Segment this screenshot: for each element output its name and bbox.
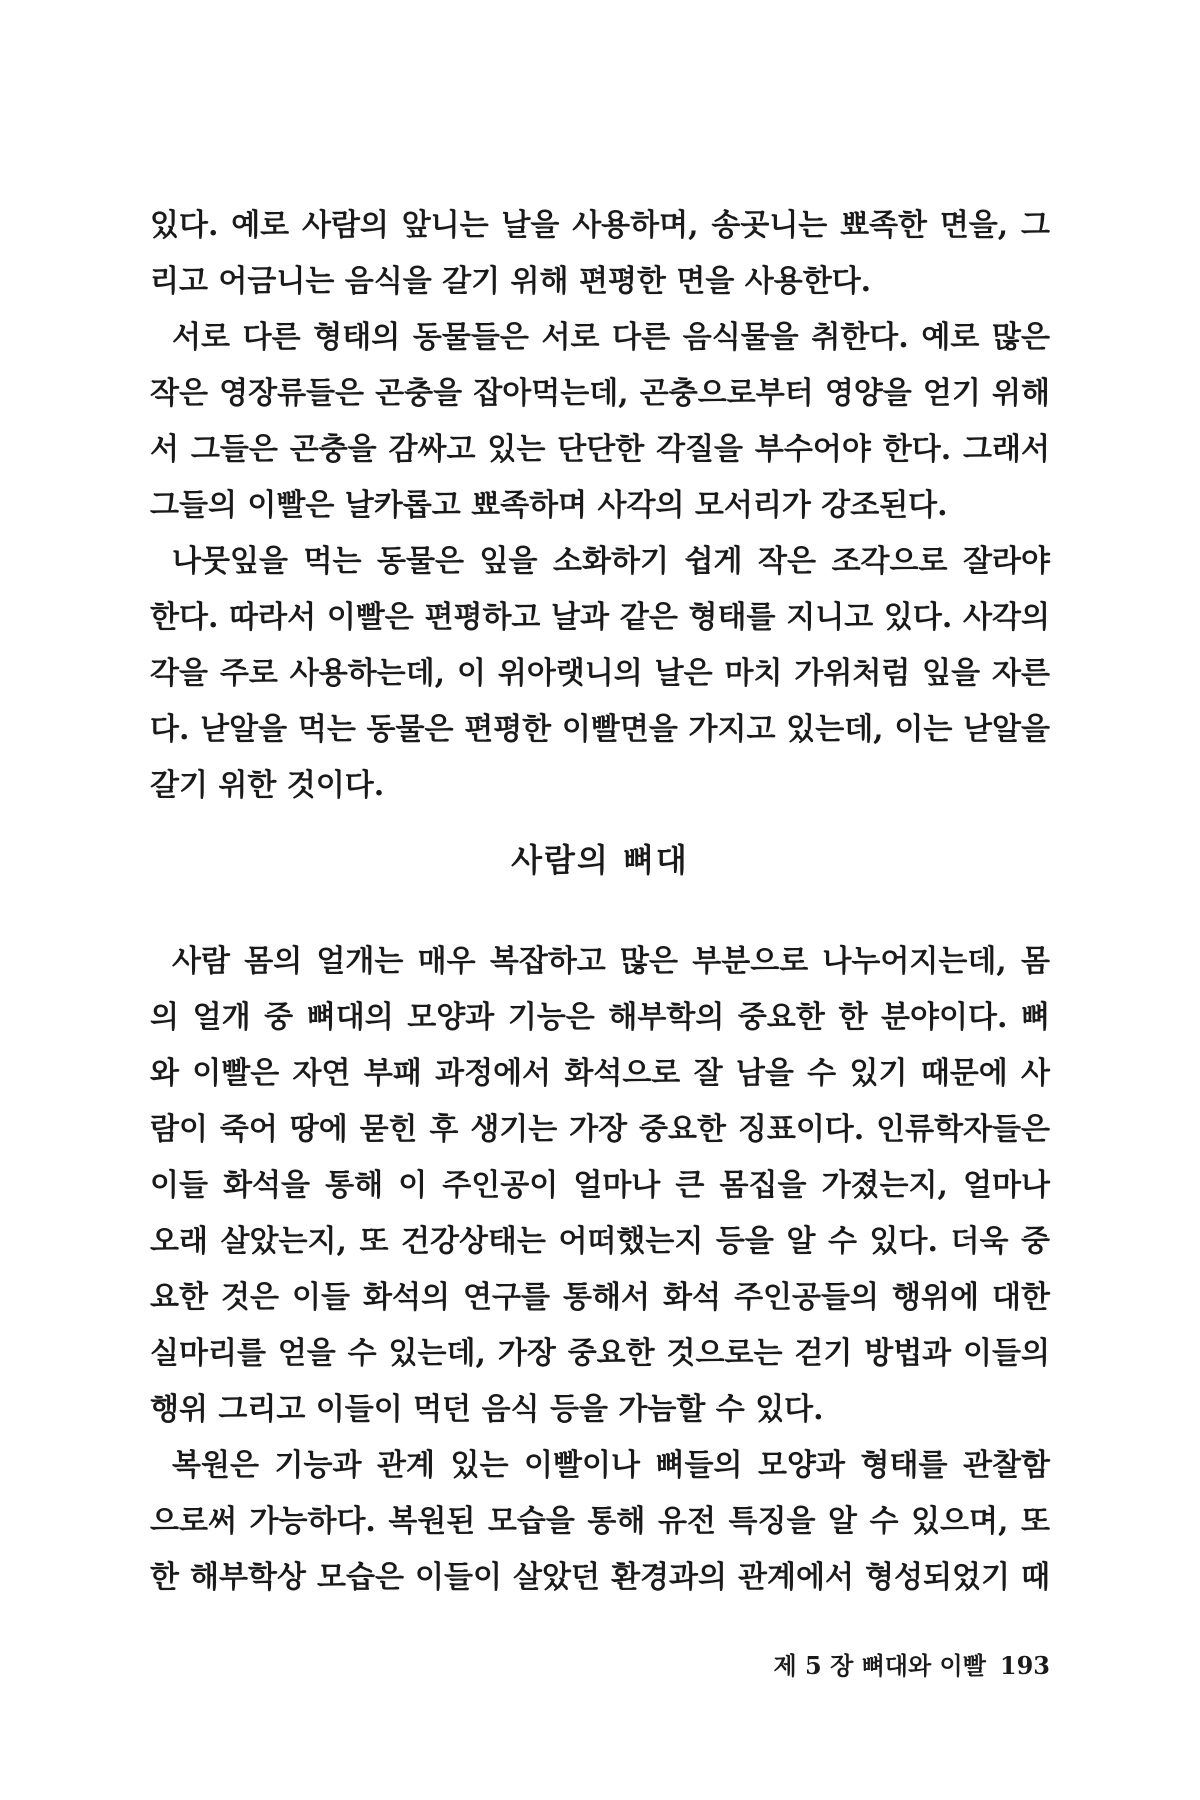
text-line: 한다. 따라서 이빨은 편평하고 날과 같은 형태를 지니고 있다. 사각의 [150,600,1050,635]
text-line: 행위 그리고 이들이 먹던 음식 등을 가늠할 수 있다. [150,1392,824,1427]
text-line: 있다. 예로 사람의 앞니는 날을 사용하며, 송곳니는 뾰족한 면을, 그 [150,208,1050,243]
text-line: 실마리를 얻을 수 있는데, 가장 중요한 것으로는 걷기 방법과 이들의 [150,1336,1050,1371]
text-line: 이들 화석을 통해 이 주인공이 얼마나 큰 몸집을 가졌는지, 얼마나 [150,1168,1050,1203]
text-line: 오래 살았는지, 또 건강상태는 어떠했는지 등을 알 수 있다. 더욱 중 [150,1224,1050,1259]
text-line: 나뭇잎을 먹는 동물은 잎을 소화하기 쉽게 작은 조각으로 잘라야 [172,544,1050,579]
chapter-title: 제 5 장 뼈대와 이빨 [773,1651,986,1680]
text-line: 와 이빨은 자연 부패 과정에서 화석으로 잘 남을 수 있기 때문에 사 [150,1056,1050,1091]
text-line: 요한 것은 이들 화석의 연구를 통해서 화석 주인공들의 행위에 대한 [150,1280,1050,1315]
paragraph-block-skeleton [150,934,1050,1606]
text-line: 사람 몸의 얼개는 매우 복잡하고 많은 부분으로 나누어지는데, 몸 [172,944,1050,979]
text-line: 의 얼개 중 뼈대의 모양과 기능은 해부학의 중요한 한 분야이다. 뼈 [150,1000,1050,1035]
text-line: 으로써 가능하다. 복원된 모습을 통해 유전 특징을 알 수 있으며, 또 [150,1504,1050,1539]
text-line: 람이 죽어 땅에 묻힌 후 생기는 가장 중요한 징표이다. 인류학자들은 [150,1112,1050,1147]
text-line: 한 해부학상 모습은 이들이 살았던 환경과의 관계에서 형성되었기 때 [150,1560,1050,1595]
text-line: 리고 어금니는 음식을 갈기 위해 편평한 면을 사용한다. [150,264,872,299]
text-line: 복원은 기능과 관계 있는 이빨이나 뼈들의 모양과 형태를 관찰함 [172,1448,1050,1483]
text-line: 갈기 위한 것이다. [150,768,385,803]
paragraph-block-teeth [150,198,1050,814]
text-line: 각을 주로 사용하는데, 이 위아랫니의 날은 마치 가위처럼 잎을 자른 [150,656,1050,691]
text-line: 작은 영장류들은 곤충을 잡아먹는데, 곤충으로부터 영양을 얻기 위해 [150,376,1050,411]
page-footer [773,1650,1050,1682]
section-title: 사람의 뼈대 [511,841,689,879]
text-line: 서로 다른 형태의 동물들은 서로 다른 음식물을 취한다. 예로 많은 [172,320,1050,355]
text-line: 서 그들은 곤충을 감싸고 있는 단단한 각질을 부수어야 한다. 그래서 [150,432,1050,467]
text-line: 다. 낟알을 먹는 동물은 편평한 이빨면을 가지고 있는데, 이는 낟알을 [150,712,1050,747]
page-number: 193 [999,1651,1050,1680]
text-line: 그들의 이빨은 날카롭고 뾰족하며 사각의 모서리가 강조된다. [150,488,948,523]
